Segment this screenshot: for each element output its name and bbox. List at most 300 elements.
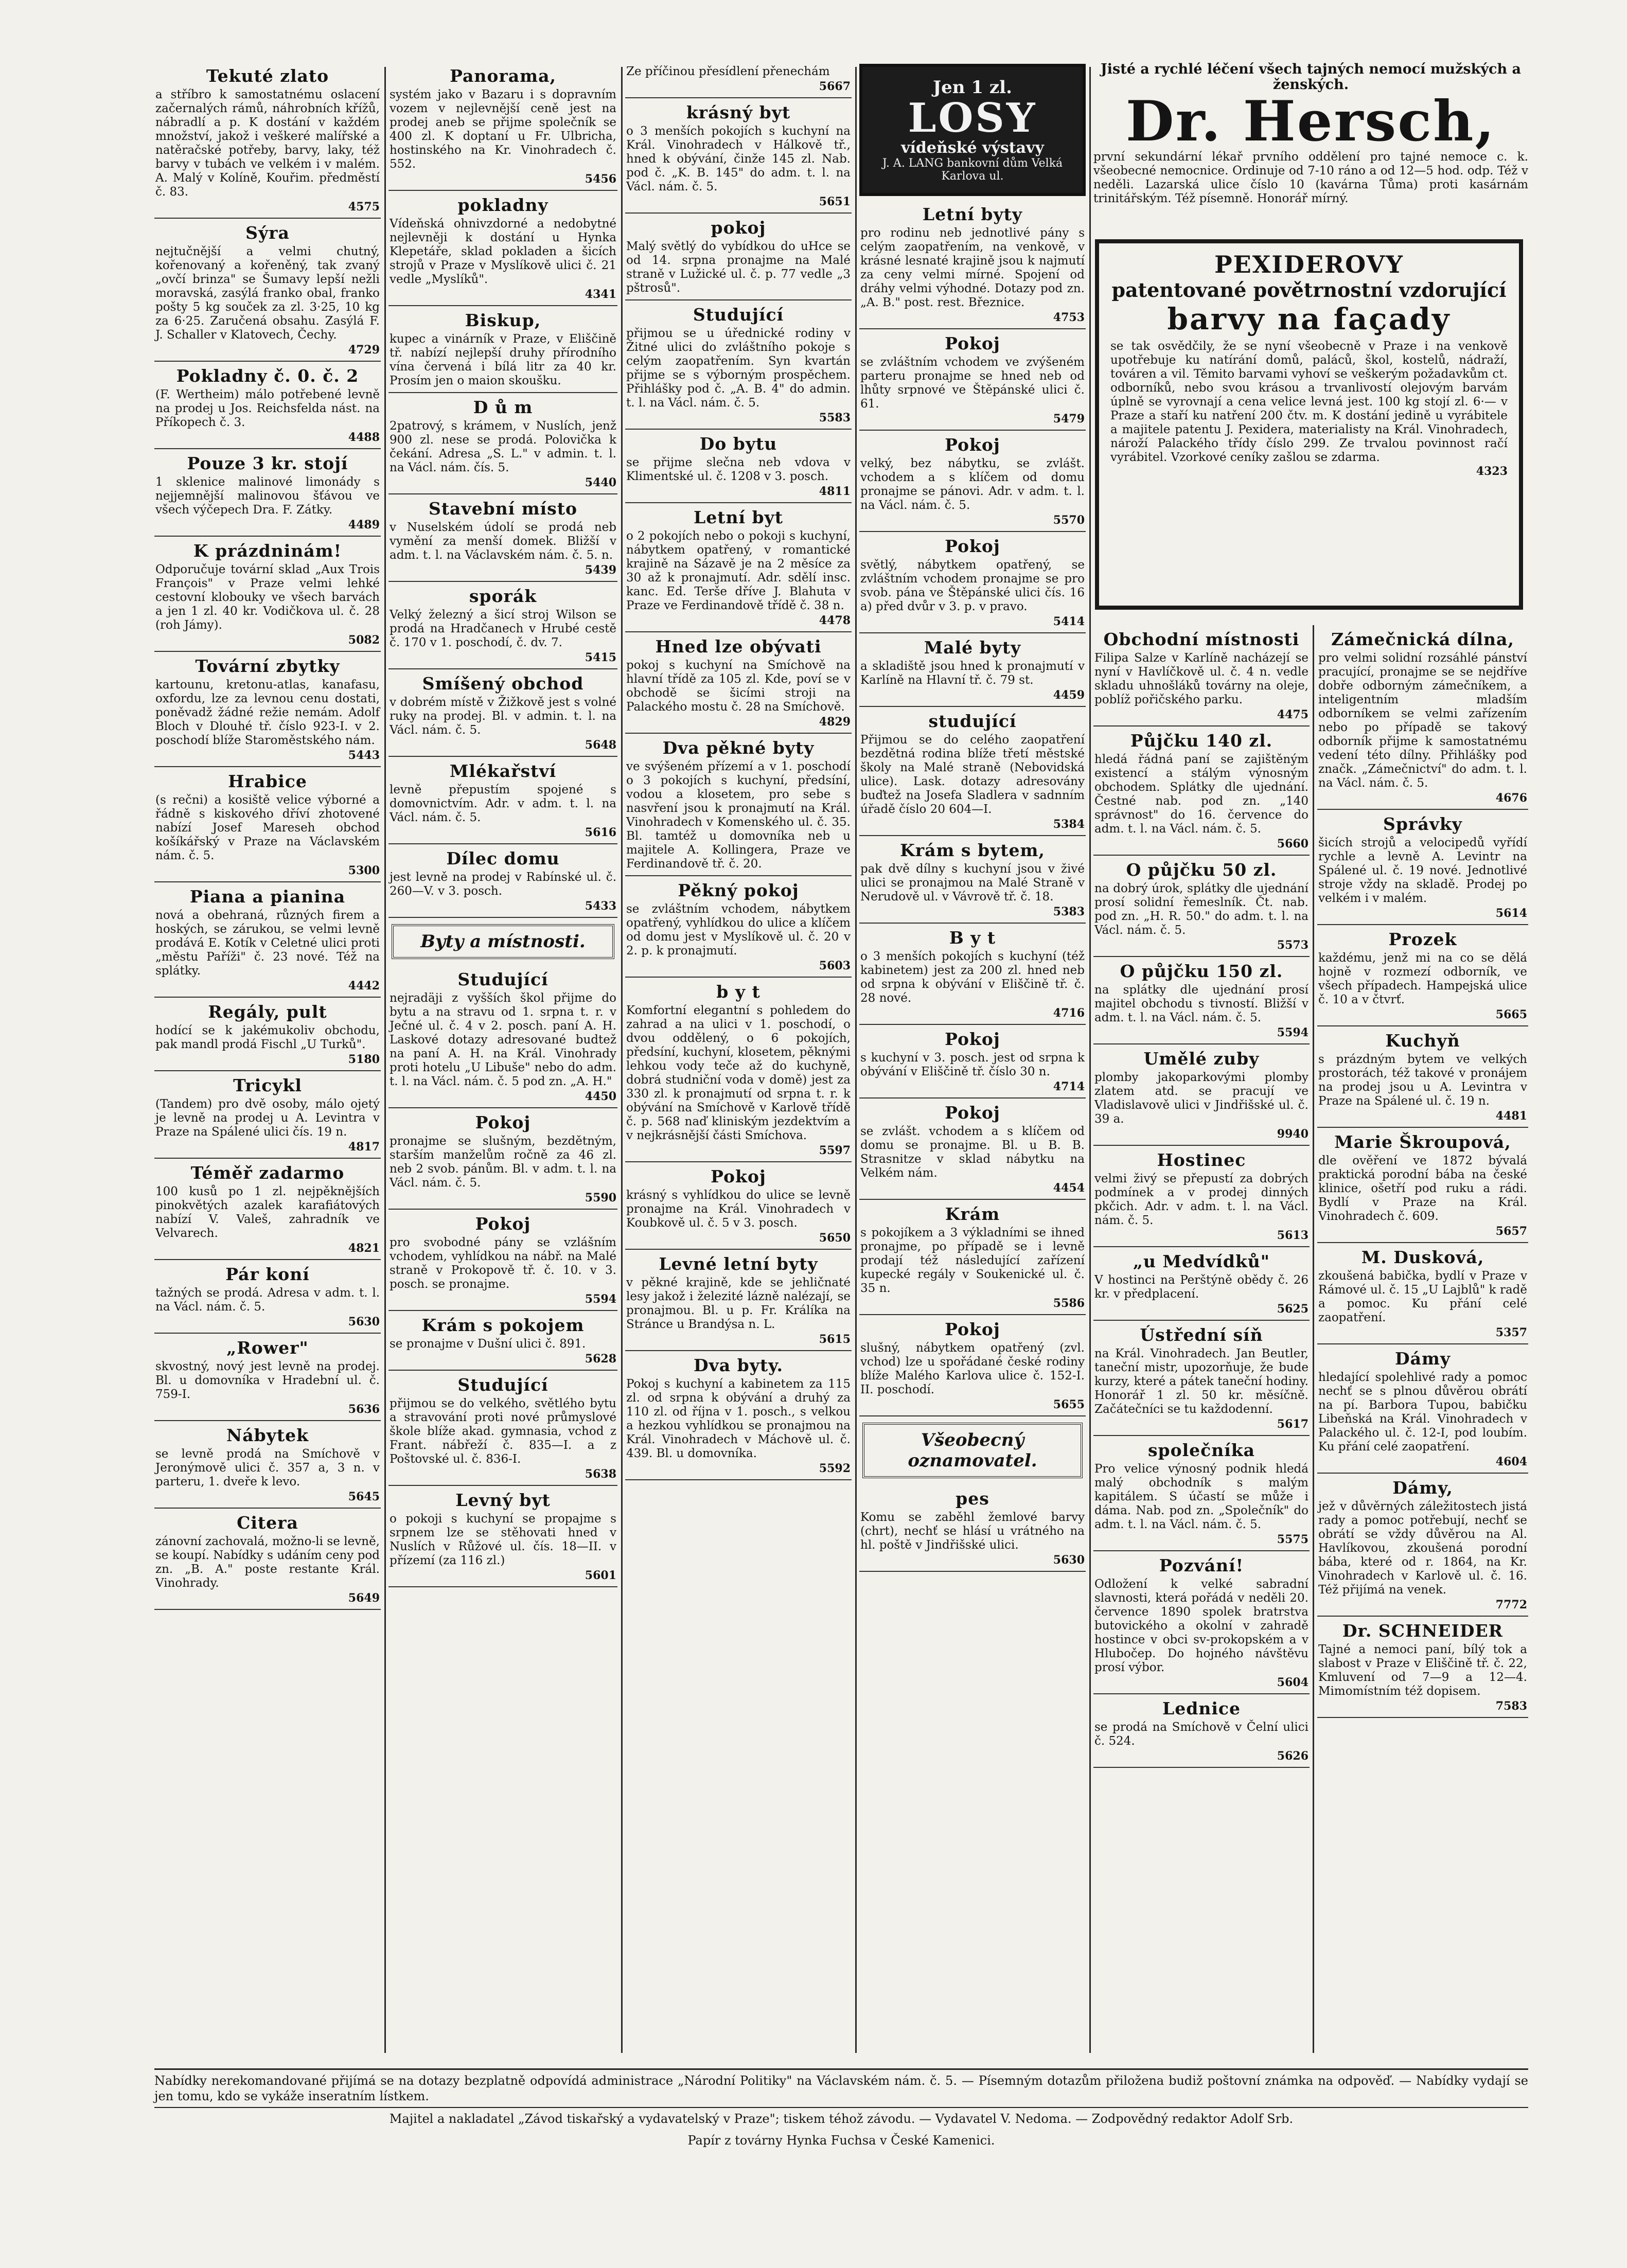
ad-body: skvostný, nový jest levně na prodej. Bl. u domovníka v Hradební ul. č. 759-I.: [155, 1360, 380, 1401]
ad-number: 5586: [1053, 1297, 1085, 1310]
classified-ad: [1093, 1551, 1310, 1694]
ad-title: Panorama,: [450, 66, 556, 86]
classified-ad: [154, 1334, 381, 1421]
ad-number: 5601: [585, 1569, 616, 1582]
ad-body: (Tandem) pro dvě osoby, málo ojetý je levně na prodej u A. Levintra v Praze na Spálené ulici čís. 19 n.: [155, 1097, 380, 1139]
classified-ad: [1093, 1146, 1310, 1247]
ad-number: 5648: [585, 738, 616, 752]
ad-title: sporák: [469, 586, 537, 606]
ad-body: se zvláštním vchodem, nábytkem opatřený, vyhlídkou do ulice a klíčem od domu jest v Myslíkově ul. č. 20 v 2. p. k pronajmutí.: [626, 902, 851, 958]
ad-title: Pokoj: [945, 536, 1000, 556]
ad-body: Pokoj s kuchyní a kabinetem za 115 zl. od srpna k obývání a druhý za 110 zl. od října v 1. posch., s velkou a hezkou vyhlídkou se pronajmou na Král. Vinohradech v Máchově ul. č. 439. Bl. u domovníka.: [626, 1377, 851, 1460]
ad-body: hledající spolehlivé rady a pomoc nechť se s plnou důvěrou obrátí na pí. Barbora Tupou, babičku Libeňská na Král. Vinohradech v Palackého ul. č. 12-I, pod loubím. Ku přání celé zaopatření.: [1318, 1371, 1527, 1454]
ad-number: 5649: [348, 1591, 380, 1605]
classified-ad: [154, 767, 381, 882]
ad-body: krásný s vyhlídkou do ulice se levně pronajme na Král. Vinohradech v Koubkově ul. č. 5 v 3. posch.: [626, 1189, 851, 1230]
losy-bank: J. A. LANG bankovní dům Velká Karlova ul.: [882, 157, 1063, 183]
ad-body: Filipa Salze v Karlíně nacházejí se nyní v Havlíčkově ul. č. 4 n. vedle skladu uhnošláků továrny na oleje, poblíž pořičského parku.: [1094, 651, 1308, 706]
ad-body: pro rodinu neb jednotlivé pány s celým zaopatřením, na venkově, v krásné lesnaté krajině jsou k najmutí za ceny velmi mírné. Spojení od dráhy velmi výhodné. Dotazy pod zn. „A. B." post. rest. Březnice.: [860, 226, 1085, 309]
ad-title: b y t: [716, 982, 761, 1002]
classified-ad: [859, 1484, 1086, 1572]
losy-advert: [859, 64, 1086, 196]
ad-body: s kuchyní v 3. posch. jest od srpna k obývání v Eliščině tř. číslo 30 n.: [860, 1051, 1085, 1078]
classified-ad: [625, 1162, 852, 1250]
ad-body: pro velmi solidní rozsáhlé pánství pracující, pronajme se se nejdříve dobře odborným zámečníkem, a inteligentním mladším odborníkem se velmi zařízením nebo po případě se takový odborník přijme k samostatnému vedení této dílny. Přihlášky pod značk. „Zámečnictví" do adm. t. l. na Václ. nám. č. 5.: [1318, 651, 1527, 790]
classified-ad: [388, 1210, 617, 1311]
ad-body: v Nuselském údolí se prodá neb vymění za menší domek. Bližší v adm. t. l. na Václavském nám. č. 5. n.: [390, 521, 616, 562]
classified-ad: [859, 1200, 1086, 1315]
classified-ad: [1317, 625, 1528, 810]
ad-title: B y t: [949, 928, 996, 948]
ad-number: 5570: [1053, 513, 1085, 527]
ad-title: O půjčku 50 zl.: [1126, 860, 1277, 880]
classified-ad: [154, 1260, 381, 1334]
ad-body: 100 kusů po 1 zl. nejpěknějších pinokvětých azalek karafiátových nabízí V. Valeš, zahradník ve Velvarech.: [155, 1185, 380, 1240]
classified-ad: [388, 844, 617, 918]
ad-body: v dobrém místě v Žižkově jest s volné ruky na prodej. Bl. v admin. t. l. na Václ. nám. č. 5.: [390, 696, 616, 737]
ad-number: 5597: [819, 1144, 851, 1157]
ad-body: Přijmou se do celého zaopatření bezdětná rodina blíže třetí městské školy na Malé straně (Nebovidská ulice). Lask. dotazy adresovány buďtež na Josefa Sladlera v sadnním úřadě číslo 20 604—I.: [860, 733, 1085, 816]
ad-title: Pár koní: [225, 1264, 310, 1284]
classified-ad: [154, 1159, 381, 1260]
classified-ad: [154, 362, 381, 449]
ad-body: hodící se k jakémukoliv obchodu, pak mandl prodá Fischl „U Turků".: [155, 1024, 380, 1051]
classified-ad: [1317, 1617, 1528, 1718]
classified-ad: [1317, 1243, 1528, 1344]
classified-ad: [154, 449, 381, 537]
ad-number: 4341: [585, 288, 616, 301]
ad-number: 5575: [1277, 1533, 1308, 1546]
ad-body: se prodá na Smíchově v Čelní ulici č. 524.: [1094, 1721, 1308, 1748]
ad-body: (F. Wertheim) málo potřebené levně na prodej u Jos. Reichsfelda nást. na Příkopech č. 3.: [155, 388, 380, 429]
ad-title: Regály, pult: [208, 1002, 327, 1022]
classified-ad: [625, 978, 852, 1162]
classified-ad: [388, 393, 617, 494]
ad-body: V hostinci na Perštýně obědy č. 26 kr. v předplacení.: [1094, 1273, 1308, 1301]
ad-title: Správky: [1383, 814, 1462, 834]
ad-body: se zvlášt. vchodem a s klíčem od domu se pronajme. Bl. u B. B. Strasnitze v sklad nábytku na Velkém nám.: [860, 1125, 1085, 1180]
ad-body: velký, bez nábytku, se zvlášt. vchodem a s klíčem od domu pronajme se pánovi. Adr. v adm. t. l. na Václ. nám. č. 5.: [860, 457, 1085, 512]
ad-number: 5384: [1053, 818, 1085, 831]
ad-body: s pokojíkem a 3 výkladními se ihned pronajme, po případě se i levně prodají též následující zařízení kupecké regály v Soukenické ul. č. 35 n.: [860, 1226, 1085, 1295]
classified-ad: [859, 707, 1086, 836]
ad-number: 5667: [819, 80, 851, 93]
ad-body: pokoj s kuchyní na Smíchově na hlavní třídě za 105 zl. Kde, poví se v obchodě se šicími stroji na Palackého mostu č. 28 na Smíchově.: [626, 659, 851, 714]
ad-body: o 3 menších pokojích s kuchyní na Král. Vinohradech v Hálkově tř., hned k obývání, činže 145 zl. Nab. pod č. „K. B. 145" do adm. t. l. na Václ. nám. č. 5.: [626, 125, 851, 193]
ad-body: s prázdným bytem ve velkých prostorách, též takové v pronájem na prodej jsou u A. Levintra v Praze na Spálené ul. č. 19 n.: [1318, 1053, 1527, 1108]
ad-title: Sýra: [245, 223, 290, 243]
ad-number: 5613: [1277, 1229, 1308, 1242]
ad-title: K prázdninám!: [193, 541, 342, 561]
ad-number: 5592: [819, 1462, 851, 1475]
ad-columns: [154, 62, 1528, 2058]
ad-body: ve svýšeném přízemí a v 1. poschodí o 3 pokojích s kuchyní, předsíní, vodou a klosetem, pro sebe s nasvření jsou k pronajmutí na Král. Vinohradech v Komenského ul. č. 35. Bl. tamtéž u domovníka neb u majitele A. Kollingera, Praze ve Ferdinandově tř. č. 20.: [626, 760, 851, 871]
ad-body: nejradäji z vyšších škol přijme do bytu a na stravu od 1. srpna t. r. v Ječné ul. č. 4 v 2. posch. paní A. H. Laskové dotazy adresované budtež na paní A. H. na Král. Vinohrady proti hotelu „U Libuše" nebo do adm. t. l. na Václ. nám. č. 5 pod zn. „A. H.": [390, 991, 616, 1088]
ad-body: se pronajme v Dušní ulici č. 891.: [390, 1337, 586, 1351]
ad-body: pro svobodné pány se vzlášním vchodem, vyhlídkou na nábř. na Malé straně v Prokopově tř. č. 10. v 3. posch. se pronajme.: [390, 1236, 616, 1291]
hersch-advert: [1093, 62, 1528, 206]
ad-number: 5573: [1277, 938, 1308, 952]
ad-number: 4481: [1495, 1109, 1527, 1123]
column-4: [859, 62, 1086, 2058]
pexider-title: PEXIDEROVY: [1214, 251, 1404, 278]
classified-ad: [1317, 1128, 1528, 1243]
ad-number: 5594: [585, 1292, 616, 1306]
ad-number: 5636: [348, 1403, 380, 1416]
ad-number: 5665: [1495, 1008, 1527, 1021]
ad-number: 5655: [1053, 1398, 1085, 1411]
classified-ad: [1093, 1436, 1310, 1551]
ad-title: Studující: [693, 305, 784, 325]
ad-body: na splátky dle ujednání prosí majitel obchodu s tivností. Bližší v adm. t. l. na Václ. nám. č. 5.: [1094, 983, 1308, 1024]
classified-ad: [1093, 727, 1310, 856]
ad-title: Letní byty: [922, 204, 1023, 224]
ad-body: nová a obehraná, různých firem a hoských, se zárukou, se velmi levně prodává E. Kotík v Celetné ulici proti „městu Paříži" č. 23 nové. Též na splátky.: [155, 909, 380, 978]
ad-title: Dr. SCHNEIDER: [1342, 1621, 1504, 1641]
classified-ad: [388, 1311, 617, 1371]
ad-title: Mlékařství: [449, 761, 557, 781]
ad-title: Pokoj: [475, 1214, 531, 1234]
ad-body: šicích strojů a velocipedů vyřídí rychle a levně A. Levintr na Spálené ul. č. 19 nové. Jednotlivé stroje vždy na skladě. Prodej po velkém i v malém.: [1318, 836, 1527, 905]
ad-title: Tovární zbytky: [195, 656, 340, 676]
ad-number: 4714: [1053, 1080, 1085, 1093]
ad-number: 5180: [348, 1053, 380, 1066]
section-banner: Byty a místnosti.: [392, 924, 614, 959]
ad-title: M. Dusková,: [1361, 1247, 1484, 1267]
ad-number: 4442: [348, 979, 380, 993]
ad-body: Tajné a nemoci paní, bílý tok a slabost v Praze v Eliščině tř. č. 22, Kmluvení od 7—9 a 12—4. Mimomístním též dopisem.: [1318, 1643, 1527, 1698]
ad-number: 4488: [348, 431, 380, 444]
ad-number: 5357: [1495, 1326, 1527, 1339]
ad-title: O půjčku 150 zl.: [1120, 961, 1283, 981]
ad-title: „u Medvídků": [1133, 1251, 1270, 1271]
pexider-subtitle: patentované povětrnostní vzdorující: [1111, 278, 1507, 302]
ad-number: 5439: [585, 563, 616, 577]
ad-body: a stříbro k samostatnému oslacení začernalých rámů, náhrobních křížů, nábradlí a p. K dostání v každém množství, jakož i veškeré malířské a natěračské potřeby, barvy, laky, též barvy v tubách ve velkém i v malém. A. Malý v Kolíně, Kouřim. předměstí č. 83.: [155, 88, 380, 199]
ad-body: Ze příčinou přesídlení přenechám: [626, 65, 830, 78]
column-rule: [621, 67, 623, 2053]
ad-body: levně přepustím spojené s domovnictvím. Adr. v adm. t. l. na Václ. nám. č. 5.: [390, 783, 616, 824]
footer-notice: Nabídky nerekomandované přijímá se na dotazy bezplatně odpovídá administrace „Národní Politiky" na Václavském nám. č. 5. — Písemným dotazům přiložena budiž poštovní známka na odpověď. — Nabídky vydají se jen tomu, kdo se vykáže inseratním lístkem.: [154, 2074, 1528, 2103]
ad-number: 9940: [1277, 1127, 1308, 1141]
hersch-name: Dr. Hersch,: [1125, 89, 1496, 154]
classified-ad: [154, 62, 381, 219]
ad-number: 4575: [348, 200, 380, 214]
classified-ad: [859, 1315, 1086, 1416]
ad-title: Lednice: [1162, 1698, 1241, 1718]
column-rule: [1089, 67, 1091, 2053]
classified-ad: [859, 1025, 1086, 1098]
classified-ad: [1093, 1694, 1310, 1768]
ad-title: Tekuté zlato: [206, 66, 329, 86]
ad-number: 5657: [1495, 1225, 1527, 1238]
ad-title: Pouze 3 kr. stojí: [187, 453, 348, 473]
ad-body: Komu se zaběhl žemlové barvy (chrt), nechť se hlásí u vrátného na hl. poště v Jindřišské ulici.: [860, 1511, 1085, 1552]
ad-number: 5630: [348, 1315, 380, 1328]
newspaper-page: [154, 61, 1528, 2148]
classified-ad: [625, 214, 852, 300]
column-1: [154, 62, 381, 2058]
ad-body: o pokoji s kuchyní se propajme s srpnem lze se stěhovati hned v Nuslích v Růžové ul. čís. 18—II. v přízemí (za 116 zl.): [390, 1512, 616, 1567]
ad-number: 5615: [819, 1333, 851, 1346]
section-banner: Všeobecný oznamovatel.: [862, 1423, 1083, 1478]
ad-body: o 3 menších pokojích s kuchyní (též kabinetem) jest za 200 zl. hned neb od srpna k obývání v Eliščině tř. č. 28 nové.: [860, 950, 1085, 1005]
classified-ad: [859, 431, 1086, 532]
ad-number: 5594: [1277, 1026, 1308, 1039]
ad-title: Půjčku 140 zl.: [1130, 731, 1273, 751]
ad-title: Prozek: [1388, 929, 1457, 949]
ad-number: 5603: [819, 959, 851, 972]
ad-number: 5456: [585, 172, 616, 186]
ad-number: 5383: [1053, 905, 1085, 918]
classified-ad: [859, 329, 1086, 431]
ad-number: 5614: [1495, 907, 1527, 920]
classified-ad: [154, 219, 381, 362]
ad-title: Umělé zuby: [1143, 1049, 1260, 1069]
ad-body: (s rečni) a kosiště velice výborné a řádně s kiskového dříví zhotovené nabízí Josef Mareseh obchod košíkářský v Praze na Václavském nám. č. 5.: [155, 793, 380, 862]
ad-title: Citera: [237, 1513, 298, 1533]
ad-body: 1 sklenice malinové limonády s nejjemnější malinovou šťávou ve všech výčepech Dra. F. Zátky.: [155, 475, 380, 517]
ad-number: 5443: [348, 749, 380, 762]
classified-ad: [625, 98, 852, 214]
ad-body: tažných se prodá. Adresa v adm. t. l. na Václ. nám. č. 5.: [155, 1286, 380, 1314]
ad-number: 4475: [1277, 708, 1308, 721]
ad-title: Studující: [457, 1375, 549, 1395]
ad-body: nejtučnější a velmi chutný, kořenovaný a kořeněný, tak zvaný „ovčí brinza" se Šumavy lepší nežli moravská, zasýlá franko obal, franko pošty 5 kg souček za zl. 3·25, 10 kg za 6·25. Zaručená obsahu. Zasýlá F. J. Schaller v Klatovech, Čechy.: [155, 245, 380, 342]
classified-ad: [1093, 625, 1310, 727]
ad-body: se zvláštním vchodem ve zvýšeném parteru pronajme se hned neb od lhůty srpnové ve Štěpánské ulici č. 61.: [860, 356, 1085, 411]
ad-title: Zámečnická dílna,: [1331, 629, 1514, 649]
ad-body: světlý, nábytkem opatřený, se zvláštním vchodem pronajme se pro svob. pána ve Štěpánské ulici čís. 16 a) před dvůr v 3. p. v pravo.: [860, 558, 1085, 613]
classified-ad: [388, 1108, 617, 1210]
ad-body: Odložení k velké sabradní slavnosti, která pořádá v neděli 20. července 1890 spolek bratrstva butovického a okolní v zahradě hostince v obci sv-prokopském a v Hlubočep. Do hojného návštěvu prosí výbor.: [1094, 1578, 1308, 1674]
ad-body: zkoušená babička, bydlí v Praze v Rámové ul. č. 15 „U Lajblů" k radě a pomoc. Ku přání celé zaopatření.: [1318, 1269, 1527, 1324]
ad-title: studující: [928, 711, 1017, 731]
ad-number: 5638: [585, 1467, 616, 1481]
pexider-body: se tak osvědčily, že se nyní všeobecně v Praze i na venkově upotřebuje ku natírání domů, paláců, škol, kostelů, nádraží, továren a vil. Těmito barvami vyhoví se veškerým požadavkům ct. odborníků, nebo svou krásou a trvanlivostí olejovým barvám úplně se vyrovnají a cena velice levná jest. 100 kg stojí zl. 6·— v Praze a staří ku natření 200 čtv. m. K dostání jedině u vyrábitele a majitele patentu J. Pexidera, materialisty na Král. Vinohradech, nároží Palackého třídy číslo 299. Ze trvalou povinnost račí vyrábitel. Vzorkové ceníky zašlou se zdarma.: [1110, 340, 1508, 464]
ad-number: 5650: [819, 1231, 851, 1245]
ad-body: dle ověření ve 1872 bývalá praktická porodní bába na české klinice, ošetří pod ruku a rádi. Bydlí v Praze na Král. Vinohradech č. 609.: [1318, 1154, 1527, 1223]
page-footer: [154, 2068, 1528, 2151]
ad-title: Dva pěkné byty: [662, 738, 815, 758]
ad-number: 5625: [1277, 1302, 1308, 1316]
ad-body: Velký železný a šicí stroj Wilson se prodá na Hradčanech v Hrubé cestě č. 170 v 1. poschodí, č. dv. 7.: [390, 608, 616, 649]
ad-title: Tricykl: [233, 1075, 302, 1095]
ad-body: na dobrý úrok, splátky dle ujednání prosí solidní řemeslník. Čt. nab. pod zn. „H. R. 50." do adm. t. l. na Václ. nám. č. 5.: [1094, 882, 1308, 937]
footer-imprint: Majitel a nakladatel „Závod tiskařský a vydavatelský v Praze"; tiskem téhož závodu. — Vydavatel V. Nedoma. — Zodpovědný redaktor Adolf Srb.: [154, 2107, 1528, 2127]
classified-ad: [625, 62, 852, 98]
classified-ad: [388, 191, 617, 306]
ad-body: jež v důvěrných záležitostech jistá rady a pomoc potřebují, nechť se obrátí se vždy důvěrou na Al. Havlíkovou, zkoušená porodní bába, které od r. 1864, na Kr. Vinohradech v Karlově ul. č. 16. Též přijímá na venek.: [1318, 1500, 1527, 1597]
ad-body: hledá řádná paní se zajištěným existencí a stálým výnosným obchodem. Splátky dle ujednání. Čestné nab. pod zn. „140 správnost" do 16. července do adm. t. l. na Václ. nám. č. 5.: [1094, 753, 1308, 836]
ad-body: se levně prodá na Smíchově v Jeronýmově ulici č. 357 a, 3 n. v parteru, 1. dveře k levo.: [155, 1447, 380, 1489]
ad-body: slušný, nábytkem opatřený (zvl. vchod) lze u spořádané české rodiny blíže Malého Karlova ulice č. 152-I. II. poschodí.: [860, 1341, 1085, 1396]
pexider-advert: [1095, 239, 1523, 610]
classified-ad: [154, 652, 381, 767]
ad-title: Pokoj: [945, 333, 1000, 353]
ad-title: krásný byt: [686, 102, 791, 122]
ad-title: Pokoj: [945, 1103, 1000, 1123]
column-5: [1093, 625, 1310, 2058]
column-rule: [384, 67, 386, 2053]
classified-ad: [154, 998, 381, 1071]
ad-body: Vídeňská ohnivzdorné a nedobytné nejlevněji k dostání u Hynka Klepetáře, sklad pokladen a šicích strojů v Praze v Myslíkově ulici č. 21 vedle „Myslíků".: [390, 217, 616, 286]
ad-number: 4489: [348, 518, 380, 531]
ad-number: 4676: [1495, 791, 1527, 805]
ad-title: Pokladny č. 0. č. 2: [176, 366, 359, 386]
ad-number: 5414: [1053, 615, 1085, 628]
ad-number: 4459: [1053, 688, 1085, 702]
ad-title: Téměř zadarmo: [190, 1163, 345, 1183]
ad-title: Pokoj: [945, 435, 1000, 455]
column-rule: [1313, 625, 1314, 2053]
classified-ad: [625, 632, 852, 734]
classified-ad: [388, 669, 617, 757]
ad-title: Dámy: [1394, 1349, 1451, 1369]
ad-number: 7583: [1495, 1699, 1527, 1713]
classified-ad: [625, 1250, 852, 1351]
ad-title: společníka: [1147, 1440, 1255, 1460]
losy-price: Jen 1 zl.: [933, 77, 1012, 98]
ad-title: Stavební místo: [428, 499, 577, 519]
ad-title: Piana a pianina: [189, 887, 346, 907]
classified-ad: [625, 876, 852, 978]
ad-title: Krám s pokojem: [421, 1315, 585, 1335]
ad-title: Nábytek: [226, 1425, 309, 1445]
ad-title: pes: [956, 1489, 989, 1509]
ad-title: Dva byty.: [693, 1355, 784, 1375]
ad-title: „Rower": [226, 1338, 309, 1358]
ad-title: Pěkný pokoj: [678, 880, 799, 900]
ad-title: Dámy,: [1392, 1478, 1453, 1498]
ad-number: 4817: [348, 1140, 380, 1154]
classified-ad: [859, 924, 1086, 1025]
ad-body: velmi živý se přepustí za dobrých podmínek a v prodej dinných pkčich. Adr. v adm. t. l. na Václ. nám. č. 5.: [1094, 1172, 1308, 1227]
hersch-tagline: Jisté a rychlé léčení všech tajných nemocí mužských a ženských.: [1101, 61, 1521, 93]
ad-body: kupec a vinárník v Praze, v Eliščině tř. nabízí nejlepší druhy přírodního vína červená i bílá litr za 40 kr. Prosím jen o maion skoušku.: [390, 332, 616, 387]
ad-number: 5433: [585, 899, 616, 913]
footer-paper: Papír z továrny Hynka Fuchsa v České Kamenici.: [687, 2133, 995, 2148]
column-rule: [855, 67, 857, 2053]
ad-number: 5617: [1277, 1418, 1308, 1431]
ad-title: Ústřední síň: [1140, 1325, 1263, 1345]
ad-title: Pokoj: [475, 1112, 531, 1132]
classified-ad: [388, 757, 617, 844]
ad-body: Odporučuje tovární sklad „Aux Trois François" v Praze velmi lehké cestovní klobouky ve všech barvách a jen 1 zl. 40 kr. Vodičkova ul. č. 28 (roh Jámy).: [155, 563, 380, 632]
classified-ad: [388, 1486, 617, 1587]
ad-title: Obchodní místnosti: [1103, 629, 1300, 649]
classified-ad: [154, 882, 381, 998]
classified-ad: [1317, 1344, 1528, 1474]
hersch-body: první sekundární lékař prvního oddělení pro tajné nemoce c. k. všeobecné nemocnice. Ordinuje od 7-10 ráno a od 12—5 hod. odp. Též v neděli. Lazarská ulice číslo 10 (kavárna Tůma) proti kasárnám trinitářským. Též písemně. Honorář mírný.: [1093, 150, 1528, 205]
ad-number: 5300: [348, 864, 380, 877]
ad-number: 5628: [585, 1352, 616, 1366]
ad-title: Marie Škroupová,: [1334, 1132, 1511, 1152]
ad-body: jest levně na prodej v Rabínské ul. č. 260—V. v 3. posch.: [390, 871, 616, 898]
classified-ad: [859, 1098, 1086, 1200]
ad-body: na Král. Vinohradech. Jan Beutler, taneční mistr, upozorňuje, že bude kurzy, které a pátek taneční hodiny. Honorář 1 zl. 50 kr. měsíčně. Začátečníci se tu každodenní.: [1094, 1347, 1308, 1416]
classified-ad: [154, 537, 381, 652]
losy-subtitle: vídeňské výstavy: [901, 139, 1044, 157]
classified-ad: [1093, 856, 1310, 957]
ad-title: Pokoj: [711, 1166, 766, 1186]
ad-number: 5660: [1277, 837, 1308, 850]
classified-ad: [154, 1421, 381, 1509]
ad-body: plomby jakoparkovými plomby zlatem atd. se pracují ve Vladislavově ulici v Jindřišské ul. č. 39 a.: [1094, 1071, 1308, 1126]
column-6: [1317, 625, 1528, 2058]
ad-number: 5415: [585, 651, 616, 664]
ad-number: 4821: [348, 1242, 380, 1255]
ad-body: 2patrový, s krámem, v Nuslích, jenž 900 zl. nese se prodá. Polovička k čekání. Adresa „S. L." v admin. t. l. na Václ. nám. čís. 5.: [390, 419, 616, 474]
ad-body: přijmou se do velkého, světlého bytu a stravování proti nové průmyslové škole blíže akad. gymnasia, vchod z Frant. nábřeží č. 835—I. a z Poštovské ul. č. 836-I.: [390, 1397, 616, 1466]
classified-ad: [388, 494, 617, 582]
losy-title: LOSY: [908, 95, 1037, 141]
ad-title: Levný byt: [455, 1490, 551, 1510]
classified-ad: [625, 734, 852, 876]
ad-body: Malý světlý do vybídkou do uHce se od 14. srpna pronajme na Malé straně v Lužické ul. č. p. 77 vedle „3 pštrosů".: [626, 240, 851, 295]
ad-title: pokladny: [457, 195, 549, 215]
ad-body: každému, jenž mi na co se dělá hojně v rozmezí odborník, ve všech případech. Hampejská ulice č. 10 a v čtvrť.: [1318, 951, 1527, 1006]
ad-body: v pěkné krajině, kde se jehličnaté lesy jakož i železité lázně nalézají, se pronajmou. Bl. u p. Fr. Králíka na Stránce u Brandýsa n. L.: [626, 1276, 851, 1331]
ad-title: Levné letní byty: [659, 1254, 818, 1274]
pexider-number: 4323: [1476, 465, 1508, 478]
classified-ad: [388, 1371, 617, 1486]
ad-title: pokoj: [711, 218, 766, 238]
ad-title: Hostinec: [1157, 1150, 1246, 1170]
ad-number: 4829: [819, 715, 851, 729]
ad-number: 4811: [819, 485, 851, 498]
ad-number: 5479: [1053, 412, 1085, 426]
classified-ad: [859, 836, 1086, 924]
ad-title: Pokoj: [945, 1319, 1000, 1339]
classified-ad: [1317, 925, 1528, 1026]
classified-ad: [1093, 1044, 1310, 1146]
classified-ad: [859, 532, 1086, 633]
ad-number: 4450: [585, 1090, 616, 1103]
ad-body: a skladiště jsou hned k pronajmutí v Karlíně na Hlavní tř. č. 79 st.: [860, 660, 1085, 687]
classified-ad: [859, 633, 1086, 707]
classified-ad: [388, 62, 617, 191]
classified-ad: [1317, 1026, 1528, 1128]
ad-title: Smíšený obchod: [422, 674, 584, 694]
ad-body: pak dvě dílny s kuchyní jsou v živé ulici se pronajmou na Malé Straně v Nerudově ul. v Vávrově tř. č. 18.: [860, 862, 1085, 903]
ad-title: Krám: [945, 1204, 1000, 1224]
ad-body: zánovní zachovalá, možno-li se levně, se koupí. Nabídky s udáním ceny pod zn. „B. A." poste restante Král. Vinohrady.: [155, 1535, 380, 1590]
column-3: [625, 62, 852, 2058]
ad-number: 4478: [819, 614, 851, 627]
ad-number: 4753: [1053, 311, 1085, 324]
ad-number: 4604: [1495, 1455, 1527, 1468]
ad-title: Letní byt: [694, 507, 783, 527]
ad-title: Pozvání!: [1159, 1555, 1244, 1575]
ad-body: Komfortní elegantní s pohledem do zahrad a na ulici v 1. poschodí, o dvou oddělený, o 6 pokojích, předsíní, kuchyní, klosetem, pěknými lehkou vody teče až do kuchyně, dobrá studniční voda v domě) jest za 330 zl. k pronajmutí od srpna t. r. k obývání na Smíchově v Karlově třídě č. p. 568 naď kliniským jezdektvím a v nejkrásnější části Smíchova.: [626, 1004, 851, 1142]
ad-title: Malé byty: [924, 637, 1021, 658]
ad-number: 5616: [585, 826, 616, 839]
ad-title: Do bytu: [699, 434, 777, 454]
ad-title: Hrabice: [228, 771, 307, 791]
ad-title: Hned lze obývati: [655, 636, 822, 657]
classified-ad: [1093, 1321, 1310, 1436]
ad-title: Krám s bytem,: [900, 840, 1045, 860]
ad-body: se přijme slečna neb vdova v Klimentské ul. č. 1208 v 3. posch.: [626, 456, 851, 483]
classified-ad: [154, 1071, 381, 1159]
ad-number: 4716: [1053, 1006, 1085, 1020]
ad-number: 4729: [348, 343, 380, 357]
column-2: [388, 62, 617, 2058]
ad-title: Studující: [457, 969, 549, 989]
ad-number: 5651: [819, 195, 851, 208]
classified-ad: [388, 965, 617, 1108]
